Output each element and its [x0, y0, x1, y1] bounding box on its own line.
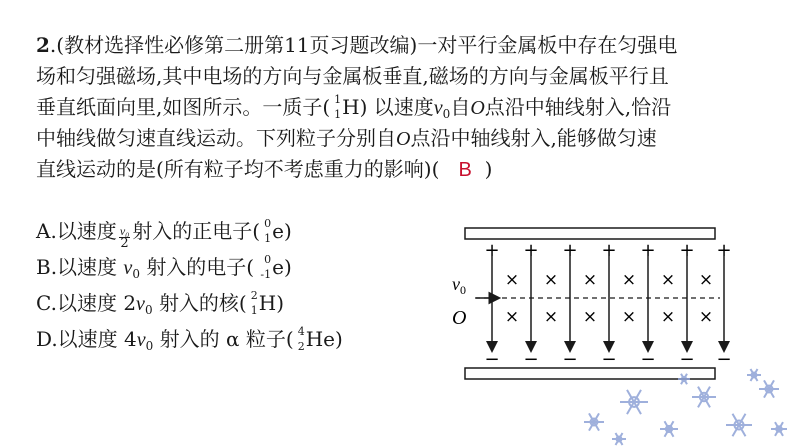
minus-sign: − — [523, 349, 539, 370]
electric-field-lines — [492, 256, 724, 350]
cross-mark: × — [621, 307, 637, 327]
plus-sign: + — [601, 240, 617, 261]
plus-sign: + — [716, 240, 732, 261]
snowflake-icon — [660, 421, 678, 437]
cross-mark: × — [543, 270, 559, 290]
minus-sign: − — [716, 349, 732, 370]
v0-label: $v_0$ — [452, 274, 466, 297]
minus-sign: − — [562, 349, 578, 370]
cross-mark: × — [504, 270, 520, 290]
snowflake-icon — [612, 433, 626, 445]
minus-sign: − — [679, 349, 695, 370]
plus-sign: + — [679, 240, 695, 261]
plus-signs — [484, 240, 731, 261]
snowflake-icon — [692, 387, 716, 408]
question-stem — [36, 30, 776, 185]
cross-mark: × — [582, 307, 598, 327]
plus-sign: + — [562, 240, 578, 261]
plus-sign: + — [640, 240, 656, 261]
proton-symbol: 1 1 — [334, 93, 342, 121]
stem-line-3: 垂直纸面向里,如图所示。一质子( 1 1 H) 以速度$v_0$自O点沿中轴线射入,恰沿 — [36, 93, 672, 121]
answer-mark: B — [458, 159, 472, 181]
option-d[interactable]: D.以速度 $4v_0$ 射入的 α 粒子( 4 2 He) — [36, 325, 343, 353]
snowflake-icon — [620, 390, 648, 414]
stem-line-5: 直线运动的是(所有粒子均不考虑重力的影响)( B ) — [36, 157, 493, 181]
cross-mark: × — [698, 270, 714, 290]
cross-mark: × — [582, 270, 598, 290]
snowflake-icon — [584, 413, 604, 430]
option-c[interactable]: C.以速度 $2v_0$ 射入的核( 2 1 H) — [36, 289, 284, 317]
minus-sign: − — [640, 349, 656, 370]
minus-sign: − — [601, 349, 617, 370]
minus-sign: − — [484, 349, 500, 370]
stem-line-4: 中轴线做匀速直线运动。下列粒子分别自O点沿中轴线射入,能够做匀速 — [36, 126, 657, 150]
cross-mark: × — [660, 270, 676, 290]
snowflake-icon — [759, 380, 779, 397]
option-b[interactable]: B.以速度 $v_0$ 射入的电子( 0 -1 e) — [36, 253, 292, 281]
snowflake-icon — [726, 414, 752, 437]
cross-mark: × — [621, 270, 637, 290]
plus-sign: + — [523, 240, 539, 261]
cross-mark: × — [504, 307, 520, 327]
snowflake-icon — [771, 422, 787, 436]
snowflake-icon — [678, 374, 690, 384]
stem-line-1: 2.(教材选择性必修第二册第11页习题改编)一对平行金属板中存在匀强电 — [36, 33, 678, 57]
snowflake-decoration — [564, 367, 794, 447]
cross-mark: × — [660, 307, 676, 327]
top-plate — [465, 228, 715, 239]
stem-line-2: 场和匀强磁场,其中电场的方向与金属板垂直,磁场的方向与金属板平行且 — [36, 64, 669, 88]
question-number: 2 — [36, 33, 50, 57]
cross-mark: × — [543, 307, 559, 327]
origin-label: O — [452, 307, 467, 329]
plus-sign: + — [484, 240, 500, 261]
option-a[interactable]: A.以速度 $\frac{\text{v₀}}{2}$ 射入的正电子( 0 1 e) — [36, 217, 292, 251]
fraction: $\frac{\text{v₀}}{2}$ — [119, 224, 130, 251]
cross-mark: × — [698, 307, 714, 327]
snowflake-icon — [747, 369, 761, 381]
